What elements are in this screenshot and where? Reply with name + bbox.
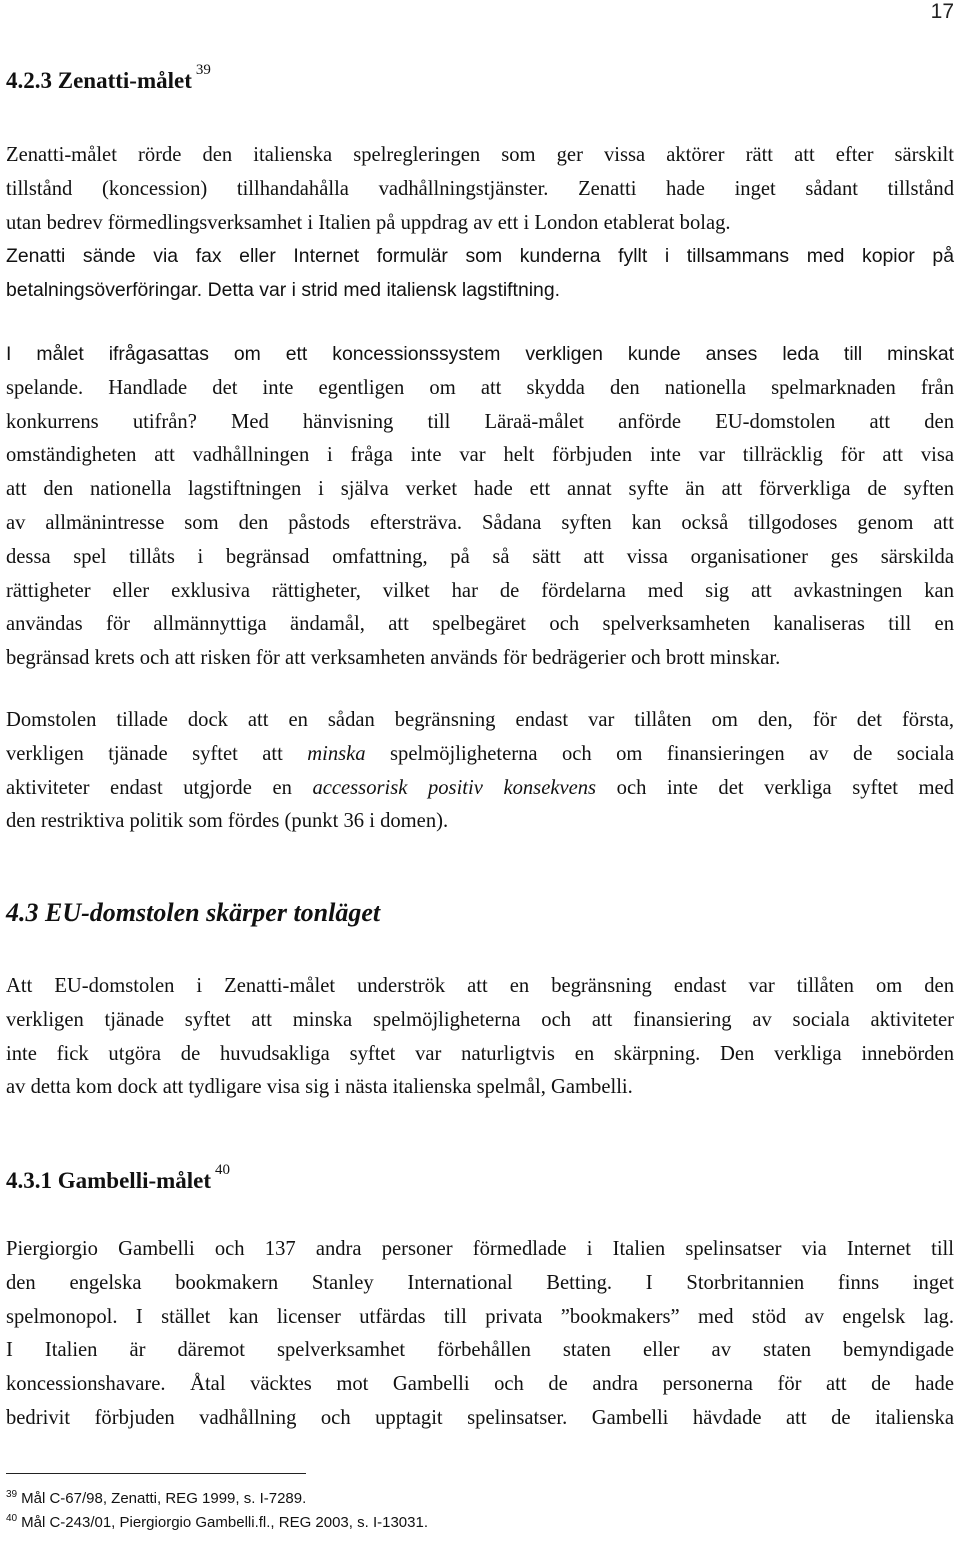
text-line: begränsad krets och att risken för att verksamheten används för bedrägerier och brott minskar.	[6, 647, 781, 670]
text-run: spelmöjligheterna och om finansieringen av de sociala	[365, 742, 954, 765]
text-line: I Italien är däremot spelverksamhet förbehållen staten eller av staten bemyndigade	[6, 1339, 954, 1362]
section-heading-4-2-3	[6, 62, 211, 94]
text-line: utan bedrev förmedlingsverksamhet i Italien på uppdrag av ett i London etablerat bolag.	[6, 211, 731, 234]
text-line: att den nationella lagstiftningen i själva verket hade ett annat syfte än att förverkliga de syften	[6, 478, 954, 501]
footnote-text: Mål C-67/98, Zenatti, REG 1999, s. I-7289.	[21, 1490, 307, 1507]
text-line: av allmänintresse som den påstods eftersträva. Sådana syften kan också tillgodoses genom att	[6, 511, 954, 534]
emphasis-text: accessorisk positiv konsekvens	[312, 776, 597, 799]
text-line: verkligen tjänade syftet att minska spelmöjligheterna och att finansiering av sociala aktiviteter	[6, 1008, 954, 1031]
paragraph-zenatti-2	[6, 338, 954, 676]
text-line: användas för allmännyttiga ändamål, att spelbegäret och spelverksamheten kanaliseras till en	[6, 613, 954, 636]
text-line: av detta kom dock att tydligare visa sig i nästa italienska spelmål, Gambelli.	[6, 1076, 633, 1099]
text-line: omständigheten att vadhållningen i fråga inte var helt förbjuden inte var tillräcklig för att visa	[6, 444, 954, 467]
footnote-ref: 39	[195, 62, 211, 78]
paragraph-eu-domstolen	[6, 970, 954, 1105]
text-line: koncessionshavare. Åtal väcktes mot Gambelli och de andra personerna för att de hade	[6, 1373, 954, 1396]
text-line: spelande. Handlade det inte egentligen om att skydda den nationella spelmarknaden från	[6, 376, 954, 399]
footnote-ref: 40	[215, 1162, 231, 1178]
text-line: tillstånd (koncession) tillhandahålla vadhållningstjänster. Zenatti hade inget sådant tillstånd	[6, 177, 954, 200]
text-line: dessa spel tillåts i begränsad omfattning, på så sätt att vissa organisationer ges särskilda	[6, 545, 954, 568]
paragraph-gambelli	[6, 1233, 954, 1436]
text-line: inte fick utgöra de huvudsakliga syftet var naturligtvis en skärpning. Den verkliga innebörden	[6, 1042, 954, 1065]
text-line: bedrivit förbjuden vadhållning och upptagit spelinsatser. Gambelli hävdade att de italienska	[6, 1406, 954, 1429]
heading-text: 4.2.3 Zenatti-målet	[6, 68, 192, 93]
text-line: Domstolen tillade dock att en sådan begränsning endast var tillåten om den, för det första,	[6, 709, 954, 731]
footnote-40	[6, 1513, 428, 1531]
text-run: verkligen tjänade syftet att	[6, 742, 308, 765]
section-heading-4-3: 4.3 EU-domstolen skärper tonläget	[6, 898, 381, 927]
footnote-39	[6, 1489, 306, 1507]
text-line: spelmonopol. I stället kan licenser utfärdas till privata ”bookmakers” med stöd av engelsk lag.	[6, 1305, 954, 1328]
text-line: Piergiorgio Gambelli och 137 andra personer förmedlade i Italien spelinsatser via Internet till	[6, 1238, 954, 1260]
text-line: rättigheter eller exklusiva rättigheter, vilket har de fördelarna med sig att avkastningen kan	[6, 579, 954, 602]
text-line: Zenatti sände via fax eller Internet formulär som kunderna fyllt i tillsammans med kopior på	[6, 245, 954, 268]
text-line	[6, 738, 954, 772]
footnote-number: 40	[6, 1513, 18, 1524]
section-heading-4-3-1	[6, 1162, 230, 1194]
text-run: och inte det verkliga syftet med	[596, 776, 954, 799]
text-line: Att EU-domstolen i Zenatti-målet underströk att en begränsning endast var tillåten om den	[6, 975, 954, 997]
footnote-text: Mål C-243/01, Piergiorgio Gambelli.fl., REG 2003, s. I-13031.	[21, 1514, 428, 1531]
text-line: betalningsöverföringar. Detta var i strid med italiensk lagstiftning.	[6, 279, 560, 302]
page-number: 17	[930, 0, 954, 23]
heading-text: 4.3.1 Gambelli-målet	[6, 1168, 212, 1193]
paragraph-zenatti-1	[6, 139, 954, 308]
footnote-number: 39	[6, 1489, 18, 1500]
text-line	[6, 772, 954, 806]
text-line: I målet ifrågasattas om ett koncessionssystem verkligen kunde anses leda till minskat	[6, 343, 954, 365]
text-line: Zenatti-målet rörde den italienska spelregleringen som ger vissa aktörer rätt att efter särskilt	[6, 144, 954, 166]
text-run: aktiviteter endast utgjorde en	[6, 776, 313, 799]
text-line: den restriktiva politik som fördes (punkt 36 i domen).	[6, 810, 449, 833]
emphasis-text: minska	[307, 742, 366, 765]
paragraph-zenatti-3	[6, 704, 954, 839]
text-line: konkurrens utifrån? Med hänvisning till Läraä-målet anförde EU-domstolen att den	[6, 410, 954, 433]
text-line: den engelska bookmakern Stanley International Betting. I Storbritannien finns inget	[6, 1271, 954, 1294]
footnote-divider	[6, 1473, 306, 1474]
